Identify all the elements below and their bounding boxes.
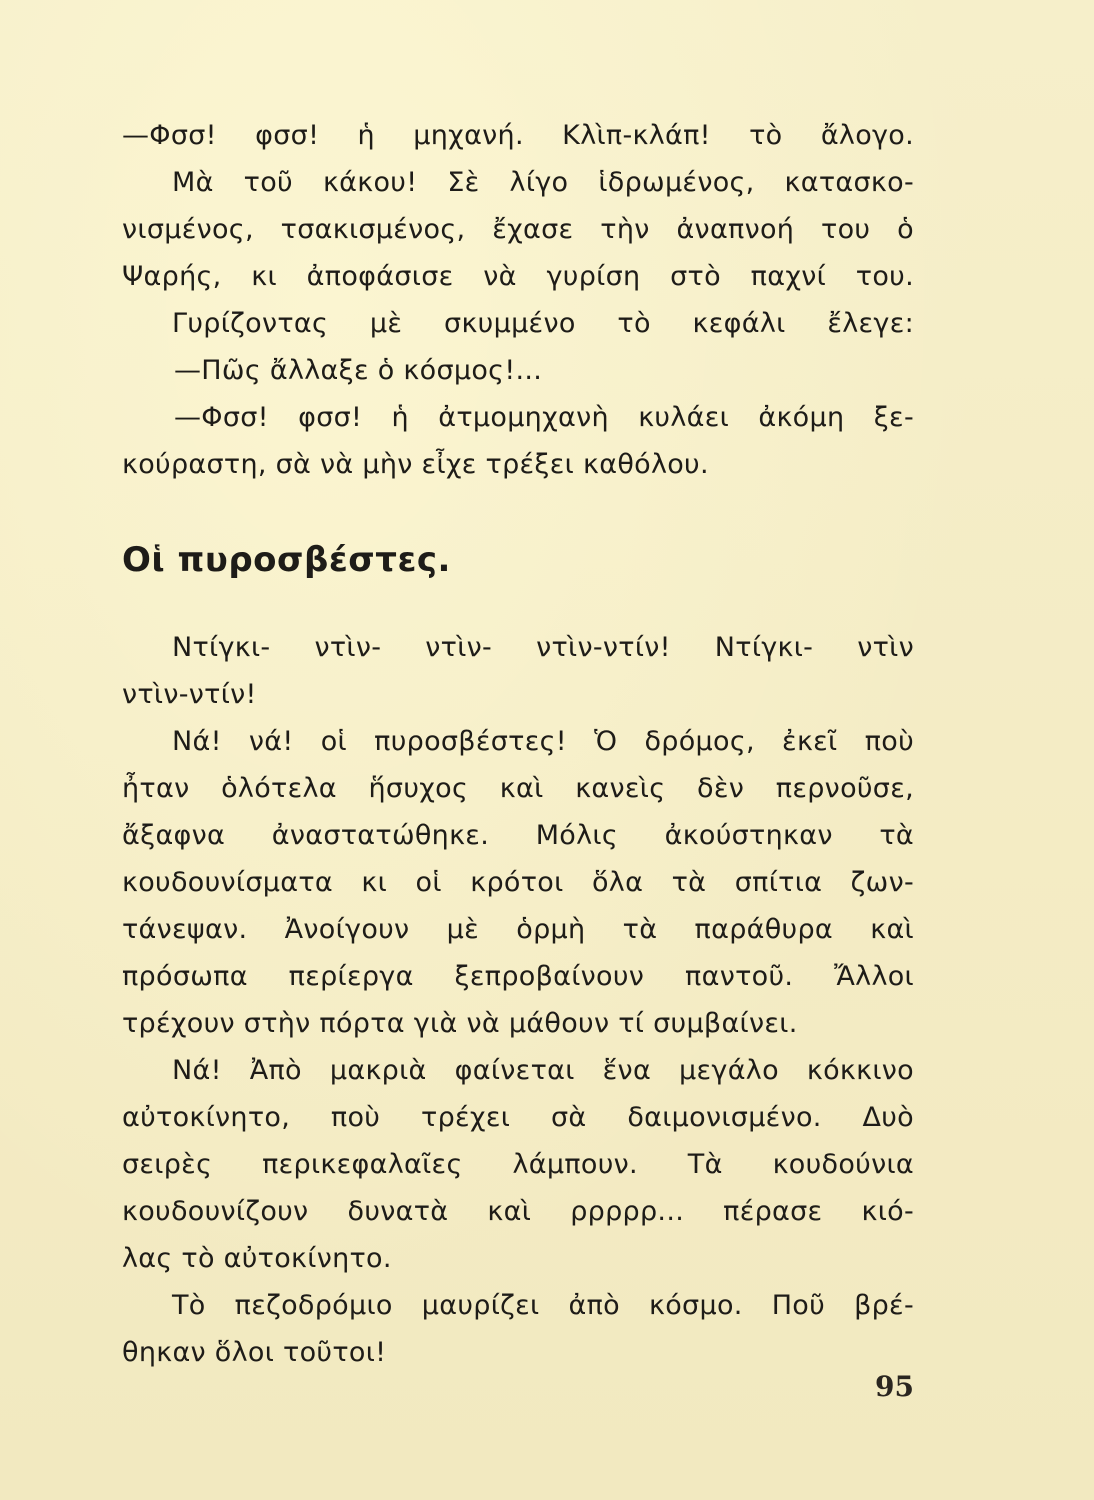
text-line: Τὸ πεζοδρόμιο μαυρίζει ἀπὸ κόσμο. Ποῦ βρέ-: [172, 1290, 914, 1321]
text-line: τάνεψαν. Ἀνοίγουν μὲ ὁρμὴ τὰ παράθυρα καὶ: [122, 914, 914, 945]
text-line: πρόσωπα περίεργα ξεπροβαίνουν παντοῦ. Ἄλλοι: [122, 961, 914, 992]
text-line: Νά! Ἀπὸ μακριὰ φαίνεται ἕνα μεγάλο κόκκινο: [172, 1055, 914, 1086]
text-line: ἦταν ὁλότελα ἥσυχος καὶ κανεὶς δὲν περνοῦσε,: [122, 773, 914, 804]
text-line: νισμένος, τσακισμένος, ἔχασε τὴν ἀναπνοή του ὁ: [122, 214, 914, 245]
text-line: Μὰ τοῦ κάκου! Σὲ λίγο ἱδρωμένος, κατασκο-: [172, 167, 914, 198]
text-line: Ψαρής, κι ἀποφάσισε νὰ γυρίση στὸ παχνί του.: [122, 261, 914, 292]
text-line: σειρὲς περικεφαλαῖες λάμπουν. Τὰ κουδούνια: [122, 1149, 914, 1180]
text-line: Νά! νά! οἱ πυροσβέστες! Ὁ δρόμος, ἐκεῖ ποὺ: [172, 726, 914, 757]
text-line: —Φσσ! φσσ! ἡ μηχανή. Κλὶπ-κλάπ! τὸ ἄλογο.: [122, 120, 914, 151]
text-line: θηκαν ὅλοι τοῦτοι!: [122, 1337, 387, 1368]
text-line: κουδουνίζουν δυνατὰ καὶ ρρρρρ... πέρασε κιό-: [122, 1196, 914, 1227]
text-line: ἄξαφνα ἀναστατώθηκε. Μόλις ἀκούστηκαν τὰ: [122, 820, 914, 851]
page-number: 95: [875, 1370, 914, 1403]
text-line: λας τὸ αὐτοκίνητο.: [122, 1243, 392, 1274]
text-line: κουδουνίσματα κι οἱ κρότοι ὅλα τὰ σπίτια ζων-: [122, 867, 914, 898]
text-line: Ντίγκι- ντὶν- ντὶν- ντὶν-ντίν! Ντίγκι- ντὶν: [172, 632, 914, 663]
text-line: —Πῶς ἄλλαξε ὁ κόσμος!...: [174, 355, 543, 386]
text-line: αὐτοκίνητο, ποὺ τρέχει σὰ δαιμονισμένο. Δυὸ: [122, 1102, 914, 1133]
text-line: —Φσσ! φσσ! ἡ ἀτμομηχανὴ κυλάει ἀκόμη ξε-: [174, 402, 914, 433]
text-line: ντὶν-ντίν!: [122, 679, 257, 710]
section-heading: Οἱ πυροσβέστες.: [122, 540, 451, 580]
body-text: [122, 112, 914, 1376]
text-line: Γυρίζοντας μὲ σκυμμένο τὸ κεφάλι ἔλεγε:: [172, 308, 914, 339]
text-line: τρέχουν στὴν πόρτα γιὰ νὰ μάθουν τί συμβαίνει.: [122, 1008, 798, 1039]
text-line: κούραστη, σὰ νὰ μὴν εἶχε τρέξει καθόλου.: [122, 449, 709, 480]
